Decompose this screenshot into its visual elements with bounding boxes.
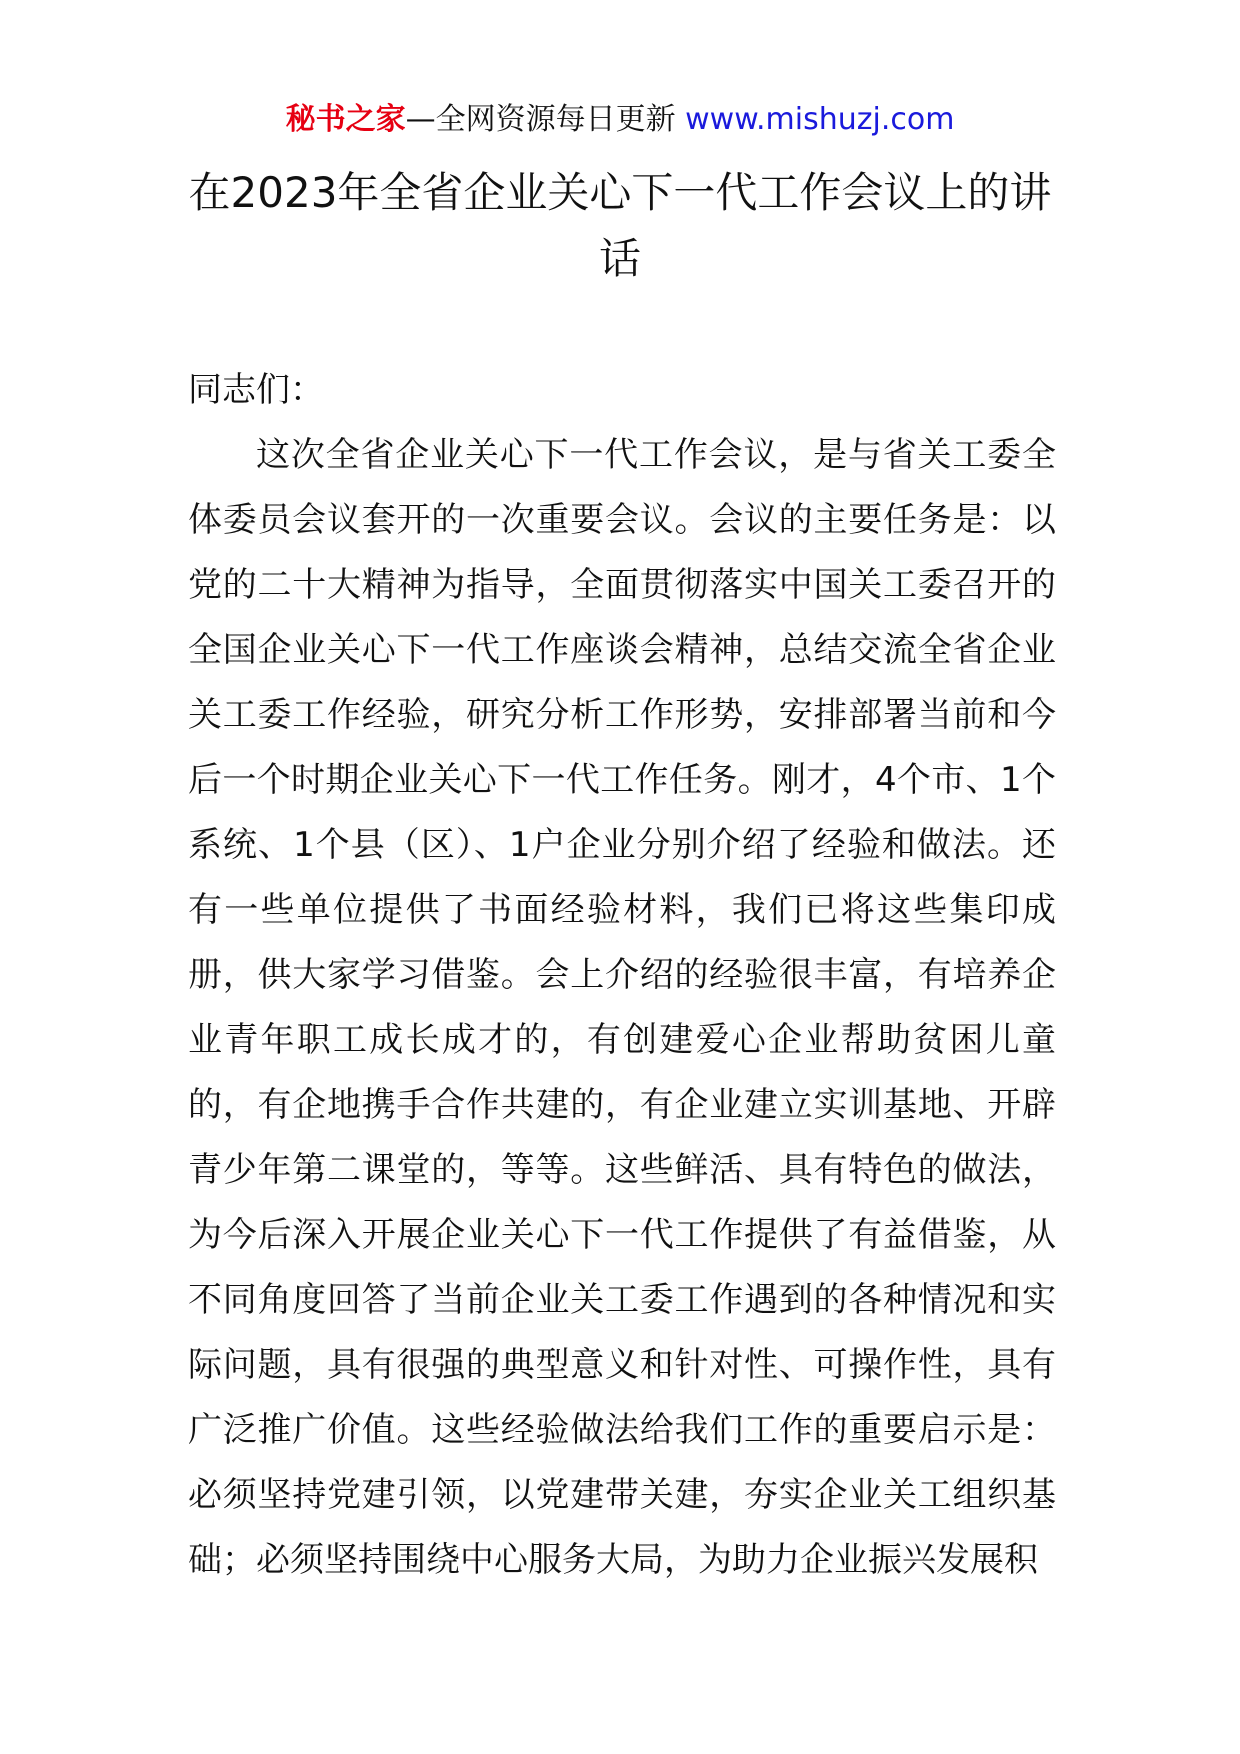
watermark-brand: 秘书之家 xyxy=(285,102,406,137)
document-body xyxy=(188,358,1056,1593)
salutation: 同志们： xyxy=(188,370,324,410)
body-paragraph: 这次全省企业关心下一代工作会议，是与省关工委全体委员会议套开的一次重要会议。会议的主要任务是：以党的二十大精神为指导，全面贯彻落实中国关工委召开的全国企业关心下一代工作座谈会精神，总结交流全省企业关工委工作经验，研究分析工作形势，安排部署当前和今后一个时期企业关心下一代工作任务。刚才，4个市、1个系统、1个县（区）、1户企业分别介绍了经验和做法。还有一些单位提供了书面经验材料，我们已将这些集印成册，供大家学习借鉴。会上介绍的经验很丰富，有培养企业青年职工成长成才的，有创建爱心企业帮助贫困儿童的，有企地携手合作共建的，有企业建立实训基地、开辟青少年第二课堂的，等等。这些鲜活、具有特色的做法，为今后深入开展企业关心下一代工作提供了有益借鉴，从不同角度回答了当前企业关工委工作遇到的各种情况和实际问题，具有很强的典型意义和针对性、可操作性，具有广泛推广价值。这些经验做法给我们工作的重要启示是：必须坚持党建引领，以党建带关建，夯实企业关工组织基础；必须坚持围绕中心服务大局，为助力企业振兴发展积 xyxy=(188,435,1056,1580)
watermark-url-link[interactable]: www.mishuzj.com xyxy=(685,102,955,137)
site-watermark-header xyxy=(0,100,1240,140)
watermark-tagline: —全网资源每日更新 xyxy=(405,102,686,137)
document-title: 在2023年全省企业关心下一代工作会议上的讲话 xyxy=(188,168,1052,283)
